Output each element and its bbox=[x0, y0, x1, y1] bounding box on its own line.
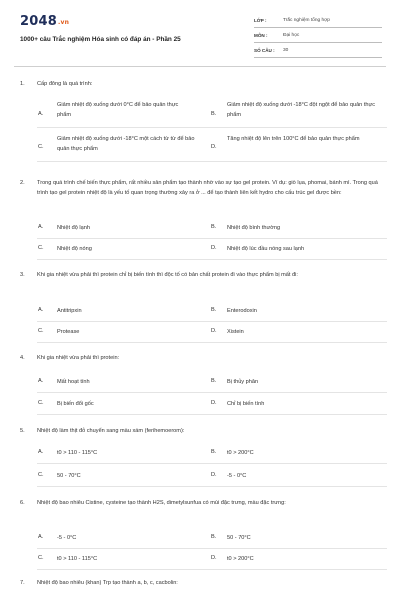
option-letter: C. bbox=[38, 555, 44, 561]
option-a[interactable]: Giảm nhiệt độ xuống dưới 0°C để bảo quản thực phẩm bbox=[57, 102, 179, 118]
page-title: 1000+ câu Trắc nghiệm Hóa sinh có đáp án - Phần 25 bbox=[20, 36, 181, 43]
meta-value: 30 bbox=[283, 47, 289, 53]
option-c[interactable]: 50 - 70°C bbox=[57, 473, 81, 479]
option-c[interactable]: t0 > 110 - 115°C bbox=[57, 556, 98, 562]
question-text: Nhiệt độ làm thịt đỏ chuyển sang màu xám (ferihemoerom): bbox=[37, 428, 185, 434]
option-a[interactable]: Nhiệt độ lạnh bbox=[57, 225, 90, 231]
option-d[interactable]: Nhiệt độ lúc đầu nóng sau lạnh bbox=[227, 246, 305, 252]
option-b[interactable]: 50 - 70°C bbox=[227, 535, 251, 541]
option-row-divider bbox=[37, 238, 387, 239]
option-d[interactable]: Xistein bbox=[227, 329, 244, 335]
option-a[interactable]: Antitripxin bbox=[57, 308, 82, 314]
meta-box bbox=[254, 13, 382, 58]
option-letter: A. bbox=[38, 111, 44, 117]
option-letter: A. bbox=[38, 378, 44, 384]
option-row-divider bbox=[37, 321, 387, 322]
option-letter: A. bbox=[38, 534, 44, 540]
option-row-divider bbox=[37, 342, 387, 343]
question-text: Cấp đông là quá trình: bbox=[37, 81, 93, 87]
option-letter: C. bbox=[38, 245, 44, 251]
option-row-divider bbox=[37, 414, 387, 415]
option-a[interactable]: t0 > 110 - 115°C bbox=[57, 450, 98, 456]
option-b[interactable]: t0 > 200°C bbox=[227, 450, 254, 456]
meta-label: LỚP : bbox=[254, 17, 267, 23]
option-a[interactable]: -5 - 0°C bbox=[57, 535, 77, 541]
logo-suffix: .vn bbox=[57, 19, 70, 26]
meta-row-class bbox=[254, 13, 382, 28]
question-text: Khi gia nhiệt vừa phải thì protein: bbox=[37, 355, 120, 361]
meta-value: Đại học bbox=[283, 32, 300, 38]
option-letter: B. bbox=[211, 449, 217, 455]
question-number: 7. bbox=[20, 580, 25, 586]
option-d[interactable]: Tăng nhiệt độ lên trên 100°C để bảo quản thực phẩm bbox=[227, 136, 360, 142]
meta-label: MÔN : bbox=[254, 32, 268, 38]
option-row-divider bbox=[37, 127, 387, 128]
option-row-divider bbox=[37, 548, 387, 549]
document-header bbox=[0, 0, 400, 64]
option-letter: A. bbox=[38, 449, 44, 455]
option-letter: C. bbox=[38, 328, 44, 334]
question-text: Khi gia nhiệt vừa phải thì protein chỉ bị biến tính thì độc tố có bản chất protein đi vào thực phẩm bị mất đi: bbox=[37, 272, 298, 278]
option-letter: C. bbox=[38, 400, 44, 406]
option-row-divider bbox=[37, 161, 387, 162]
option-letter: B. bbox=[211, 534, 217, 540]
option-letter: D. bbox=[211, 555, 217, 561]
option-letter: C. bbox=[38, 472, 44, 478]
option-row-divider bbox=[37, 463, 387, 464]
option-letter: C. bbox=[38, 144, 44, 150]
option-letter: D. bbox=[211, 328, 217, 334]
option-letter: B. bbox=[211, 378, 217, 384]
question-text: Trong quá trình chế biến thực phẩm, rất nhiều sản phẩm tạo thành nhờ vào sự tạo gel protein. Ví dụ: giò lụa, phomai, bánh mì. Trong quá trình tạo gel protein nhiệt độ là yếu tố quan trọng thường xảy ra ở ... để tạo thành liên kết hydro cho cấu trúc gel được bền: bbox=[37, 180, 378, 196]
option-letter: B. bbox=[211, 111, 217, 117]
option-b[interactable]: Giảm nhiệt độ xuống dưới -18°C đột ngột để bảo quản thực phẩm bbox=[227, 102, 376, 118]
question-number: 1. bbox=[20, 81, 25, 87]
option-letter: D. bbox=[211, 144, 217, 150]
option-b[interactable]: Enterodoxin bbox=[227, 308, 257, 314]
option-letter: A. bbox=[38, 307, 44, 313]
option-c[interactable]: Protease bbox=[57, 329, 80, 335]
option-letter: D. bbox=[211, 400, 217, 406]
question-number: 5. bbox=[20, 428, 25, 434]
logo-main: 2048 bbox=[20, 14, 57, 29]
option-d[interactable]: t0 > 200°C bbox=[227, 556, 254, 562]
question-number: 2. bbox=[20, 180, 25, 186]
option-d[interactable]: -5 - 0°C bbox=[227, 473, 247, 479]
option-row-divider bbox=[37, 486, 387, 487]
option-d[interactable]: Chỉ bị biến tính bbox=[227, 401, 265, 407]
option-c[interactable]: Giảm nhiệt độ xuống dưới -18°C một cách từ từ để bảo quản thực phẩm bbox=[57, 136, 195, 152]
question-number: 6. bbox=[20, 500, 25, 506]
site-logo[interactable] bbox=[20, 14, 69, 29]
option-c[interactable]: Nhiệt độ nóng bbox=[57, 246, 92, 252]
option-row-divider bbox=[37, 569, 387, 570]
option-a[interactable]: Mất hoạt tính bbox=[57, 379, 90, 385]
option-b[interactable]: Nhiệt độ bình thường bbox=[227, 225, 281, 231]
question-text: Nhiệt độ bao nhiêu (khan) Trp tạo thành a, b, c, cacbolin: bbox=[37, 580, 178, 586]
meta-row-count bbox=[254, 43, 382, 58]
question-number: 4. bbox=[20, 355, 25, 361]
question-text: Nhiệt độ bao nhiêu Cistine, cysteine tạo thành H2S, dimetylsunfua có mùi đặc trưng, màu đặc trưng: bbox=[37, 500, 286, 506]
option-letter: D. bbox=[211, 472, 217, 478]
option-row-divider bbox=[37, 392, 387, 393]
option-b[interactable]: Bị thủy phân bbox=[227, 379, 259, 385]
meta-row-subject bbox=[254, 28, 382, 43]
header-divider bbox=[14, 66, 386, 67]
option-letter: D. bbox=[211, 245, 217, 251]
option-letter: B. bbox=[211, 307, 217, 313]
option-letter: B. bbox=[211, 224, 217, 230]
option-letter: A. bbox=[38, 224, 44, 230]
option-c[interactable]: Bị biến đổi gốc bbox=[57, 401, 94, 407]
option-row-divider bbox=[37, 259, 387, 260]
question-number: 3. bbox=[20, 272, 25, 278]
meta-label: SỐ CÂU : bbox=[254, 47, 275, 53]
meta-value: Trắc nghiệm tổng hợp bbox=[283, 17, 330, 23]
